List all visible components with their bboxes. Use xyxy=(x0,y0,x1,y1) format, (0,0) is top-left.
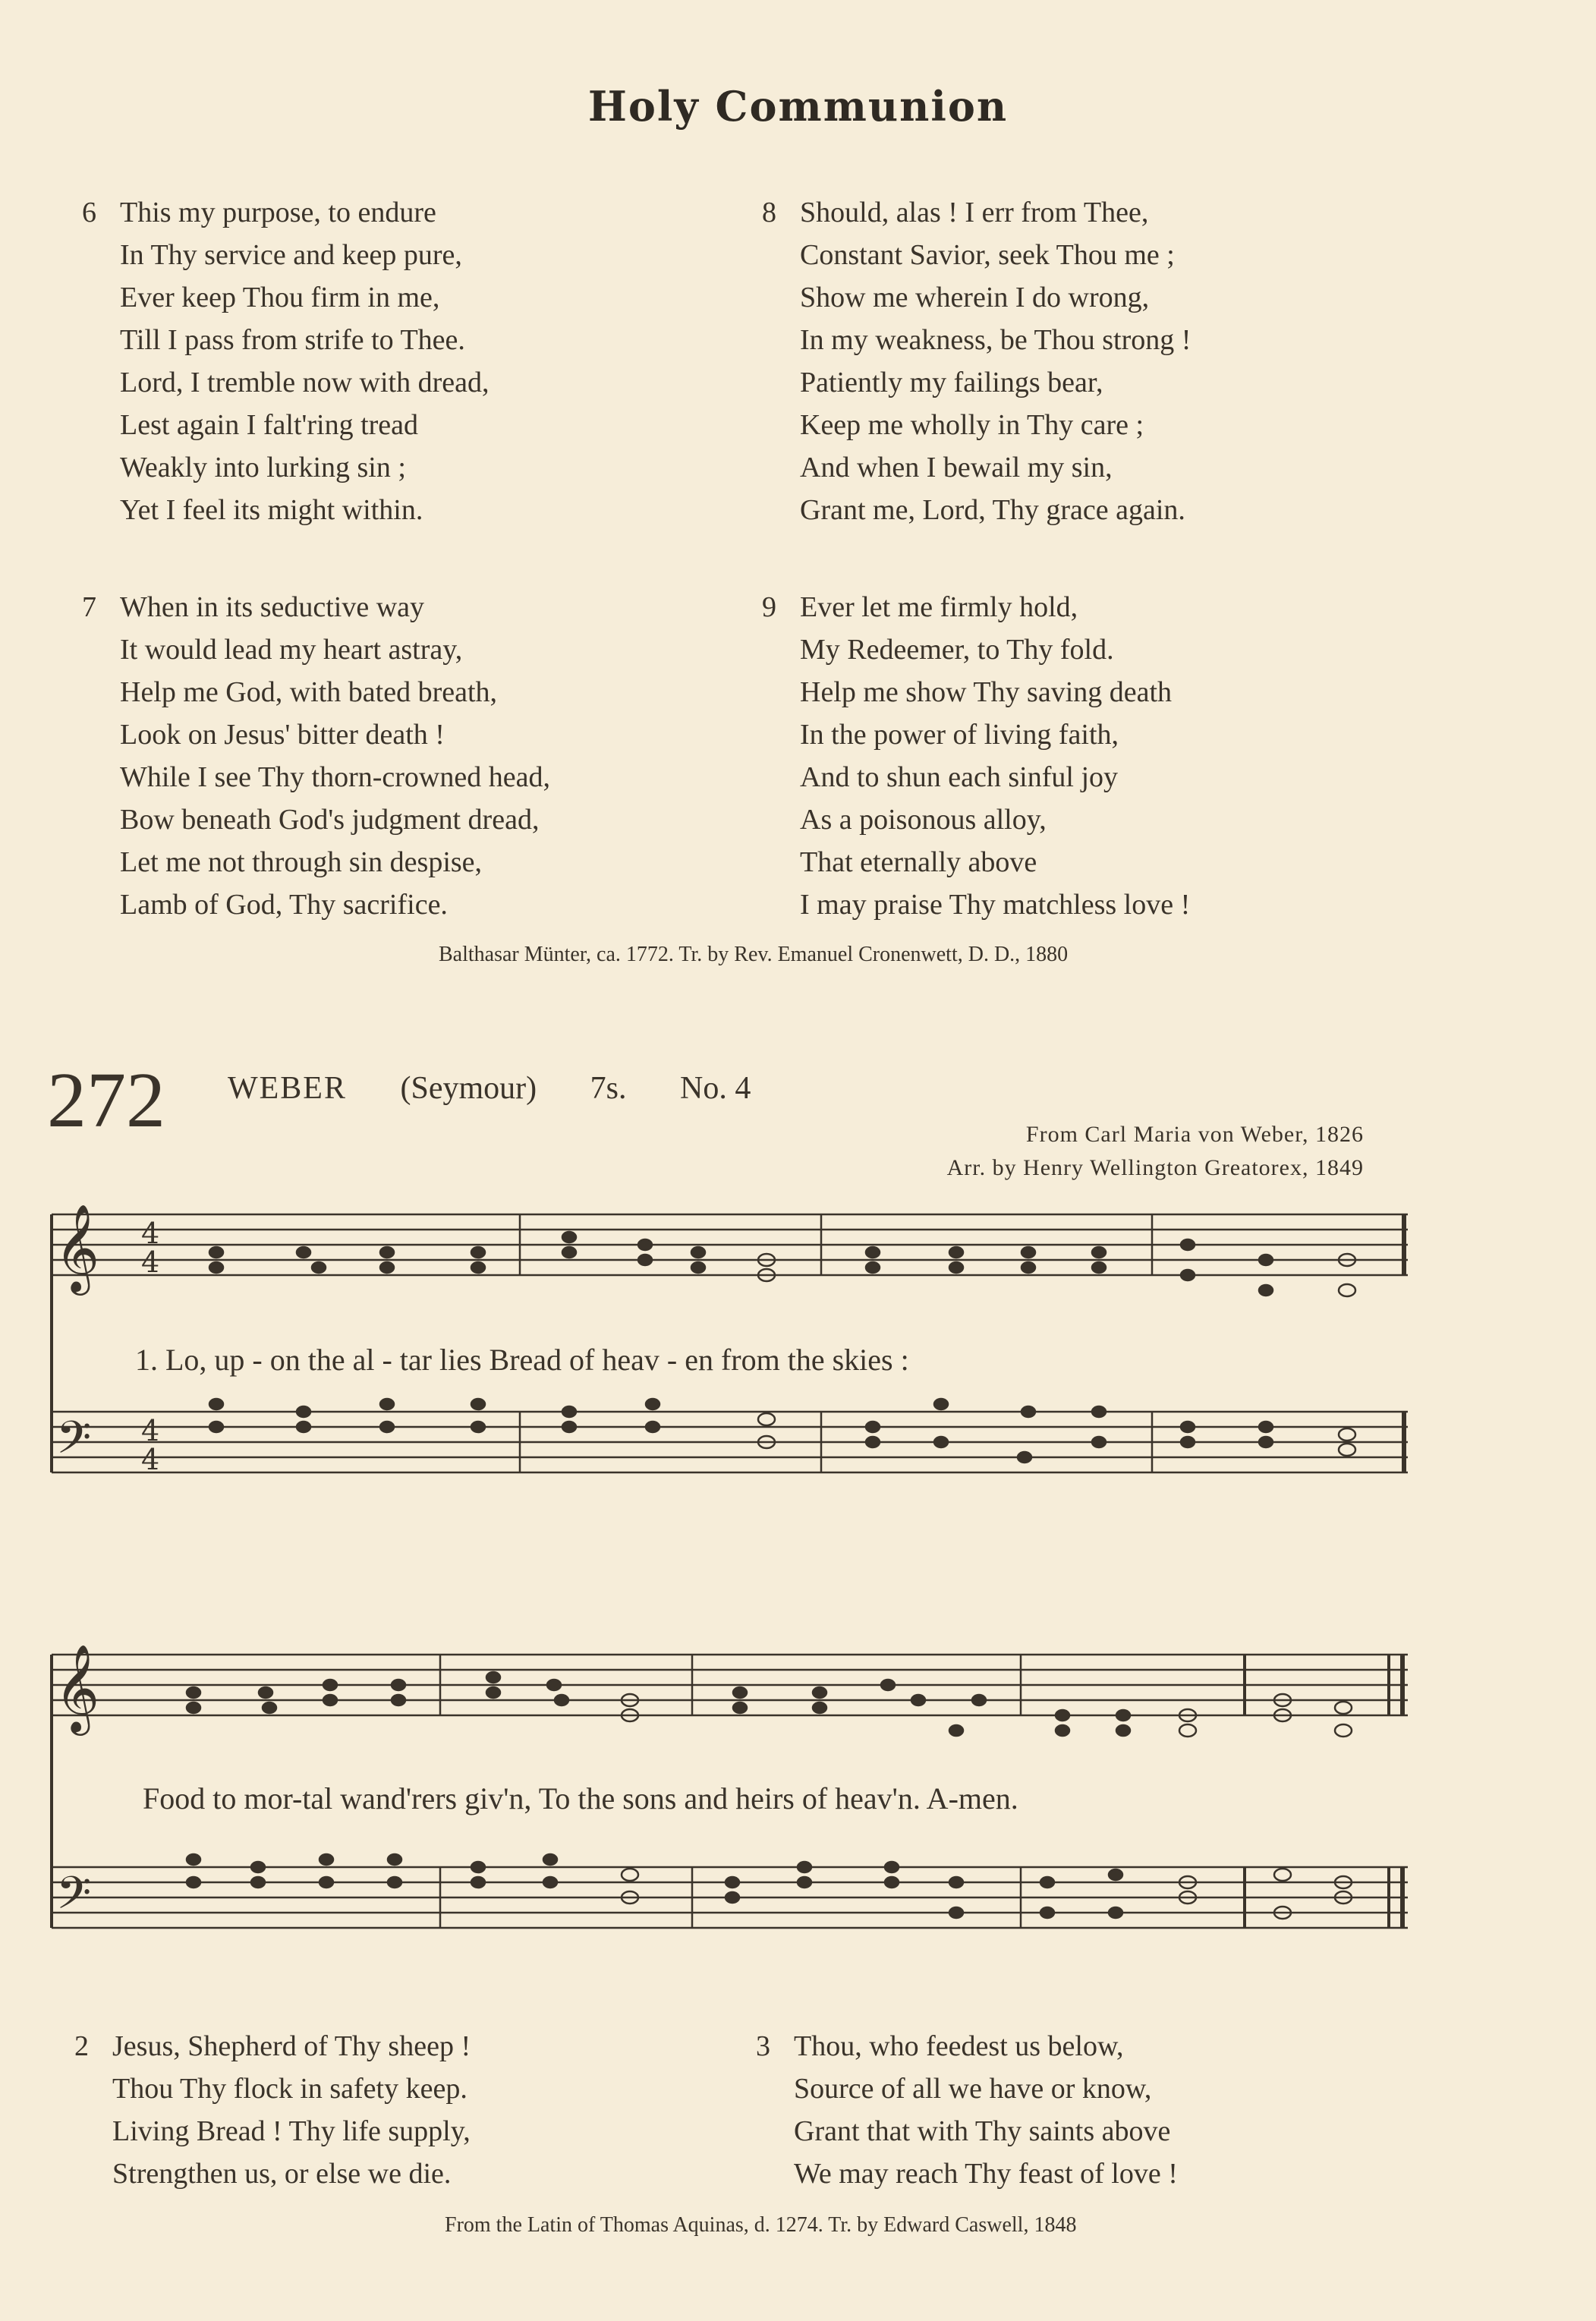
treble-staff-2 xyxy=(52,1655,1408,1715)
stanza-line: Strengthen us, or else we die. xyxy=(112,2158,452,2190)
tune-number: No. 4 xyxy=(679,1071,751,1106)
arranger-credit: Arr. by Henry Wellington Greatorex, 1849 xyxy=(946,1155,1364,1180)
stanza-line: We may reach Thy feast of love ! xyxy=(794,2158,1178,2190)
hymn-number: 272 xyxy=(47,1057,165,1144)
svg-text:4: 4 xyxy=(141,1414,160,1447)
alt-tune-name: (Seymour) xyxy=(400,1071,537,1106)
stanza-line: Jesus, Shepherd of Thy sheep ! xyxy=(112,2030,471,2062)
svg-text:𝄢: 𝄢 xyxy=(56,1866,92,1930)
lyrics-line-2: Food to mor-tal wand'rers giv'n, To the sons and heirs of heav'n. A-men. xyxy=(143,1781,1018,1816)
stanza-line: My Redeemer, to Thy fold. xyxy=(800,634,1114,666)
stanza-line: Constant Savior, seek Thou me ; xyxy=(800,239,1175,271)
stanza-3 xyxy=(756,2025,1178,2195)
stanza-line: This my purpose, to endure xyxy=(120,197,436,228)
stanza-line: Should, alas ! I err from Thee, xyxy=(800,197,1149,228)
stanza-line: Thou Thy flock in safety keep. xyxy=(112,2073,467,2105)
stanza-line: Bow beneath God's judgment dread, xyxy=(120,804,540,836)
treble-staff-1 xyxy=(52,1214,1408,1275)
stanza-line: Till I pass from strife to Thee. xyxy=(120,324,465,356)
stanza-number: 6 xyxy=(82,197,96,228)
stanza-line: Thou, who feedest us below, xyxy=(794,2030,1124,2062)
composer-credit: From Carl Maria von Weber, 1826 xyxy=(1025,1122,1364,1147)
svg-text:4: 4 xyxy=(141,1246,160,1279)
stanza-line: Help me God, with bated breath, xyxy=(120,676,498,708)
stanza-line: Show me wherein I do wrong, xyxy=(800,282,1150,313)
credit-bottom: From the Latin of Thomas Aquinas, d. 1274. Tr. by Edward Caswell, 1848 xyxy=(445,2213,1077,2237)
stanza-number: 7 xyxy=(82,591,96,623)
notes-bass-1 xyxy=(209,1399,1355,1463)
stanza-line: It would lead my heart astray, xyxy=(120,634,463,666)
stanza-number: 3 xyxy=(756,2030,770,2062)
svg-text:𝄞: 𝄞 xyxy=(55,1643,100,1732)
stanza-line: Ever let me firmly hold, xyxy=(800,591,1078,623)
stanza-line: When in its seductive way xyxy=(120,591,425,623)
svg-text:𝄢: 𝄢 xyxy=(56,1411,92,1475)
stanza-line: Lord, I tremble now with dread, xyxy=(120,367,490,398)
music-score xyxy=(0,1184,1596,1989)
stanza-2 xyxy=(74,2025,471,2195)
stanza-line: Source of all we have or know, xyxy=(794,2073,1152,2105)
stanza-line: Weakly into lurking sin ; xyxy=(120,452,406,483)
stanza-line: I may praise Thy matchless love ! xyxy=(800,889,1191,921)
stanza-line: Living Bread ! Thy life supply, xyxy=(112,2115,471,2147)
stanza-line: Look on Jesus' bitter death ! xyxy=(120,719,445,751)
notes-bass-2 xyxy=(187,1854,1352,1919)
stanza-line: In Thy service and keep pure, xyxy=(120,239,462,271)
stanza-line: Let me not through sin despise, xyxy=(120,846,483,878)
stanza-7 xyxy=(82,586,550,926)
meter: 7s. xyxy=(590,1071,627,1106)
stanza-line: Ever keep Thou firm in me, xyxy=(120,282,440,313)
notes-treble-2 xyxy=(187,1672,1352,1737)
stanza-number: 9 xyxy=(762,591,776,623)
stanza-6 xyxy=(82,191,490,531)
stanza-line: As a poisonous alloy, xyxy=(800,804,1047,836)
stanza-9 xyxy=(762,586,1191,926)
stanza-line: Patiently my failings bear, xyxy=(800,367,1103,398)
stanza-number: 2 xyxy=(74,2030,89,2062)
page-title: Holy Communion xyxy=(587,82,1009,131)
notes-treble-1 xyxy=(209,1232,1355,1296)
svg-text:𝄞: 𝄞 xyxy=(55,1203,100,1292)
stanza-line: While I see Thy thorn-crowned head, xyxy=(120,761,550,793)
tune-line xyxy=(228,1070,796,1107)
stanza-line: Grant that with Thy saints above xyxy=(794,2115,1171,2147)
stanza-number: 8 xyxy=(762,197,776,228)
svg-text:4: 4 xyxy=(141,1443,160,1476)
lyrics-line-1: 1. Lo, up - on the al - tar lies Bread of heav - en from the skies : xyxy=(135,1343,909,1377)
svg-text:4: 4 xyxy=(141,1217,160,1250)
stanza-line: Grant me, Lord, Thy grace again. xyxy=(800,494,1185,526)
stanza-line: And when I bewail my sin, xyxy=(800,452,1113,483)
stanza-line: Keep me wholly in Thy care ; xyxy=(800,409,1144,441)
bass-staff-1 xyxy=(52,1412,1408,1472)
stanza-line: Help me show Thy saving death xyxy=(800,676,1173,708)
stanza-line: And to shun each sinful joy xyxy=(800,761,1119,793)
stanza-line: Lest again I falt'ring tread xyxy=(120,409,419,441)
stanza-line: Yet I feel its might within. xyxy=(120,494,423,526)
stanza-line: In the power of living faith, xyxy=(800,719,1119,751)
stanza-line: That eternally above xyxy=(800,846,1037,878)
stanza-8 xyxy=(762,191,1191,531)
credit-top: Balthasar Münter, ca. 1772. Tr. by Rev. Emanuel Cronenwett, D. D., 1880 xyxy=(439,943,1069,966)
stanza-line: In my weakness, be Thou strong ! xyxy=(800,324,1191,356)
tune-name: WEBER xyxy=(228,1071,347,1106)
stanza-line: Lamb of God, Thy sacrifice. xyxy=(120,889,448,921)
